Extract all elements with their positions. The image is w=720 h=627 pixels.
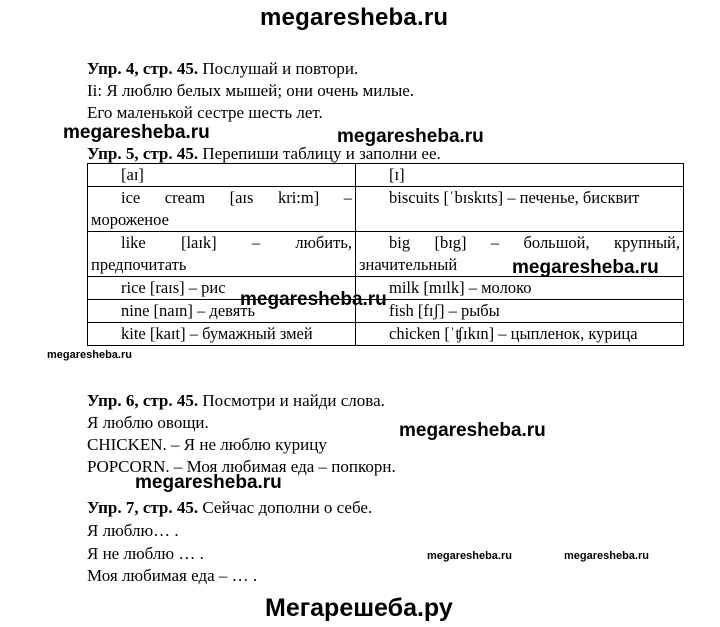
cell-fish: fish [fɪʃ] – рыбы bbox=[389, 301, 500, 320]
table-cell bbox=[356, 187, 684, 232]
ex6-title bbox=[87, 390, 385, 412]
ex7-line-3: Моя любимая еда – … . bbox=[87, 566, 258, 585]
ex5-title bbox=[87, 143, 441, 165]
header-i: [ɪ] bbox=[389, 165, 405, 184]
ex4-title bbox=[87, 58, 358, 80]
cell-rice: rice [raɪs] – рис bbox=[121, 278, 226, 297]
ex6-heading: Упр. 6, стр. 45. bbox=[87, 391, 199, 410]
ex6-line-1: Я люблю овощи. bbox=[87, 413, 209, 432]
ex4-line-1: Ii: Я люблю белых мышей; они очень милые. bbox=[87, 81, 415, 100]
watermark-table-center: megaresheba.ru bbox=[240, 289, 387, 310]
cell-chicken: chicken [ˈʧɪkɪn] – цыпленок, курица bbox=[389, 324, 638, 343]
ex4-line-2: Его маленькой сестре шесть лет. bbox=[87, 103, 323, 122]
table-cell bbox=[88, 187, 356, 232]
cell-biscuits: biscuits [ˈbɪskɪts] – печенье, бисквит bbox=[389, 188, 640, 207]
table-header-row bbox=[88, 164, 684, 187]
ex6-instruction: Посмотри и найди слова. bbox=[202, 391, 385, 410]
cell-big: big [bɪg] – большой, крупный, значительный bbox=[359, 233, 680, 274]
watermark-table-small: megaresheba.ru bbox=[47, 349, 132, 361]
watermark-mid-center: megaresheba.ru bbox=[337, 126, 484, 147]
cell-ice-cream: ice cream [aɪs kri:m] – мороженое bbox=[91, 188, 352, 229]
cell-milk: milk [mɪlk] – молоко bbox=[389, 278, 532, 297]
watermark-ex6: megaresheba.ru bbox=[399, 420, 546, 441]
table-cell bbox=[88, 232, 356, 277]
ex6-line-3: POPCORN. – Моя любимая еда – попкорн. bbox=[87, 457, 396, 476]
ex7-title bbox=[87, 497, 372, 519]
table-cell bbox=[356, 300, 684, 323]
ex7-line-1: Я люблю… . bbox=[87, 521, 179, 540]
table-cell bbox=[356, 277, 684, 300]
ex4-heading: Упр. 4, стр. 45. bbox=[87, 59, 199, 78]
watermark-table-right: megaresheba.ru bbox=[512, 257, 659, 278]
vocabulary-table bbox=[87, 163, 684, 346]
ex5-heading: Упр. 5, стр. 45. bbox=[87, 144, 199, 163]
watermark-footer: Мегарешеба.ру bbox=[265, 594, 453, 622]
table-header-cell bbox=[356, 164, 684, 187]
table-row bbox=[88, 323, 684, 346]
watermark-small-2: megaresheba.ru bbox=[564, 550, 649, 562]
cell-like: like [laɪk] – любить, предпочитать bbox=[91, 233, 352, 274]
table-row bbox=[88, 187, 684, 232]
table-cell bbox=[88, 323, 356, 346]
cell-nine: nine [naɪn] – девять bbox=[121, 301, 256, 320]
table-cell bbox=[356, 323, 684, 346]
ex7-instruction: Сейчас дополни о себе. bbox=[202, 498, 373, 517]
ex4-instruction: Послушай и повтори. bbox=[202, 59, 359, 78]
cell-kite: kite [kaɪt] – бумажный змей bbox=[121, 324, 313, 343]
watermark-small-1: megaresheba.ru bbox=[427, 550, 512, 562]
watermark-mid-left: megaresheba.ru bbox=[63, 122, 210, 143]
header-ai: [aɪ] bbox=[121, 165, 144, 184]
ex5-instruction: Перепиши таблицу и заполни ее. bbox=[202, 144, 441, 163]
watermark-top: megaresheba.ru bbox=[260, 4, 449, 31]
table-header-cell bbox=[88, 164, 356, 187]
watermark-ex7: megaresheba.ru bbox=[135, 472, 282, 493]
ex6-line-2: CHICKEN. – Я не люблю курицу bbox=[87, 435, 327, 454]
ex7-heading: Упр. 7, стр. 45. bbox=[87, 498, 199, 517]
ex7-line-2: Я не люблю … . bbox=[87, 544, 204, 563]
